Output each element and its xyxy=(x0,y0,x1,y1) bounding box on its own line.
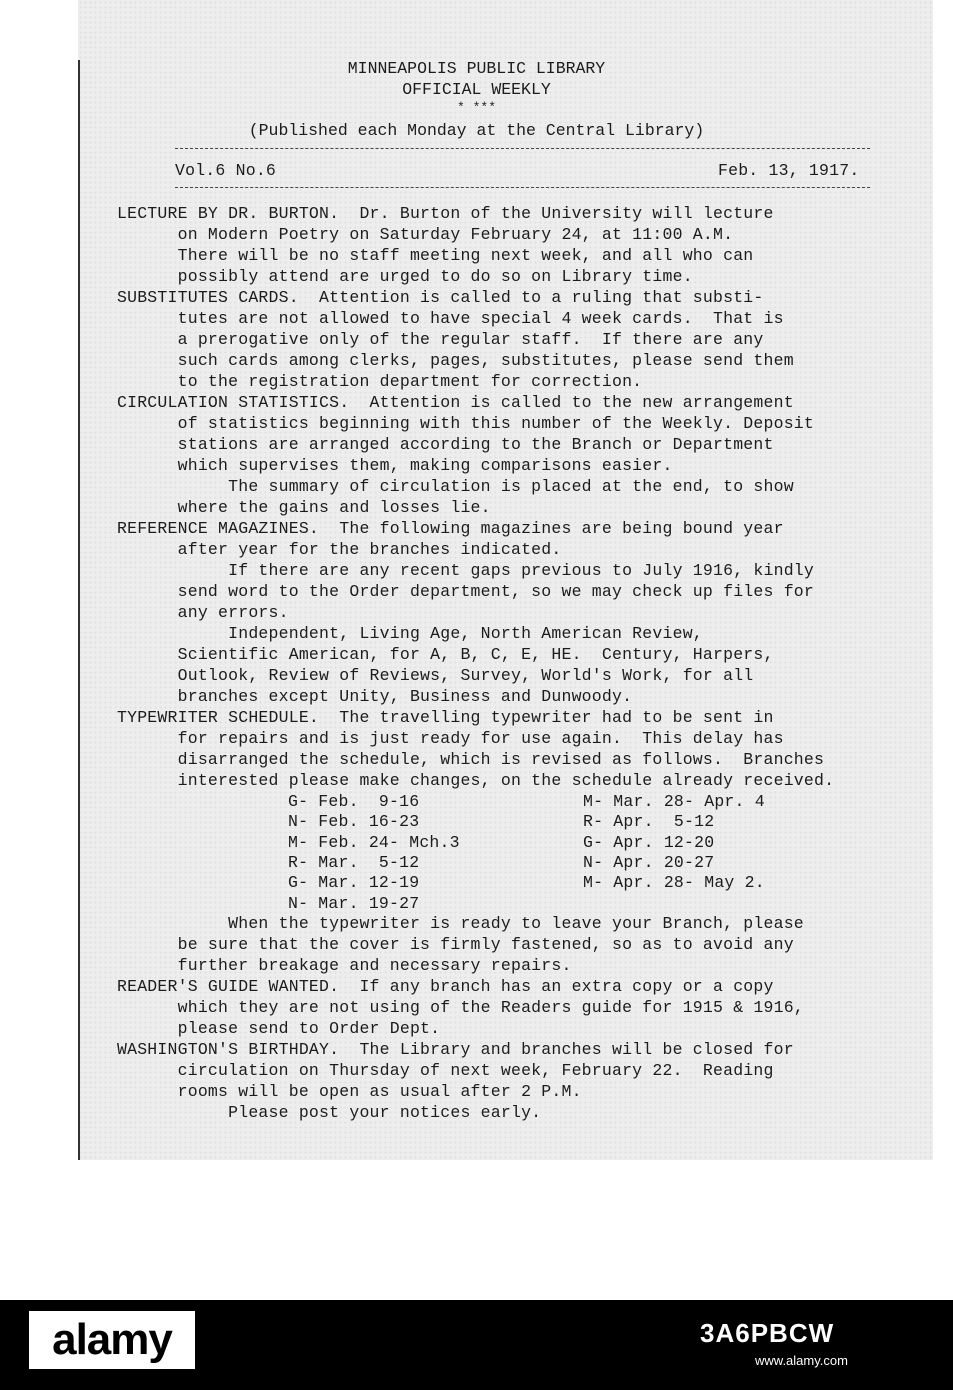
text-line: disarranged the schedule, which is revised as follows. Branches xyxy=(117,750,825,769)
text-line: rooms will be open as usual after 2 P.M. xyxy=(117,1082,582,1101)
text-line: after year for the branches indicated. xyxy=(117,540,562,559)
divider-bottom xyxy=(175,187,870,188)
text-line: a prerogative only of the regular staff. If there are any xyxy=(117,330,764,349)
text-line: If there are any recent gaps previous to July 1916, kindly xyxy=(117,561,815,580)
text-line: READER'S GUIDE WANTED. If any branch has an extra copy or a copy xyxy=(117,977,774,996)
text-line: branches except Unity, Business and Dunwoody. xyxy=(117,687,633,706)
text-line: Outlook, Review of Reviews, Survey, World's Work, for all xyxy=(117,666,754,685)
text-line: REFERENCE MAGAZINES. The following magazines are being bound year xyxy=(117,519,784,538)
text-line: any errors. xyxy=(117,603,289,622)
text-line: interested please make changes, on the schedule already received. xyxy=(117,771,835,790)
text-line: SUBSTITUTES CARDS. Attention is called to a ruling that substi- xyxy=(117,288,764,307)
text-line: for repairs and is just ready for use again. This delay has xyxy=(117,729,784,748)
text-line: circulation on Thursday of next week, February 22. Reading xyxy=(117,1061,774,1080)
stock-image-id: 3A6PBCW xyxy=(700,1318,835,1348)
schedule-entry: R- Apr. 5-12 xyxy=(583,812,715,832)
schedule-entry: G- Feb. 9-16 xyxy=(288,792,420,811)
text-line: Scientific American, for A, B, C, E, HE. Century, Harpers, xyxy=(117,645,774,664)
schedule-entry: G- Apr. 12-20 xyxy=(583,832,715,852)
text-line: where the gains and losses lie. xyxy=(117,498,491,517)
issue-date: Feb. 13, 1917. xyxy=(718,161,860,180)
schedule-entry: M- Apr. 28- May 2. xyxy=(583,873,765,893)
stock-site-url: www.alamy.com xyxy=(755,1353,848,1368)
library-name: MINNEAPOLIS PUBLIC LIBRARY xyxy=(347,59,606,78)
text-line: TYPEWRITER SCHEDULE. The travelling typewriter had to be sent in xyxy=(117,708,774,727)
text-line: tutes are not allowed to have special 4 week cards. That is xyxy=(117,309,784,328)
alamy-logo: alamy xyxy=(29,1311,195,1369)
publication-subtitle: (Published each Monday at the Central Library) xyxy=(248,121,705,140)
text-line: to the registration department for correction. xyxy=(117,372,643,391)
text-line: which supervises them, making comparisons easier. xyxy=(117,456,673,475)
schedule-entry: N- Mar. 19-27 xyxy=(288,893,420,913)
schedule-entry: M- Feb. 24- Mch.3 xyxy=(288,832,460,852)
text-line: possibly attend are urged to do so on Library time. xyxy=(117,267,693,286)
schedule-entry: N- Feb. 16-23 xyxy=(288,812,420,832)
text-line: please send to Order Dept. xyxy=(117,1019,441,1038)
text-line: be sure that the cover is firmly fastened, so as to avoid any xyxy=(117,935,794,954)
text-line: LECTURE BY DR. BURTON. Dr. Burton of the University will lecture xyxy=(117,204,774,223)
publication-title: OFFICIAL WEEKLY xyxy=(402,80,551,99)
issue-volume: Vol.6 No.6 xyxy=(175,161,277,180)
text-line: The summary of circulation is placed at the end, to show xyxy=(117,477,794,496)
schedule-entry: N- Apr. 20-27 xyxy=(583,852,715,872)
text-line: When the typewriter is ready to leave your Branch, please xyxy=(117,914,804,933)
text-line: such cards among clerks, pages, substitutes, please send them xyxy=(117,351,794,370)
schedule-entry: R- Mar. 5-12 xyxy=(288,852,420,872)
divider-top xyxy=(175,148,870,149)
schedule-entry: G- Mar. 12-19 xyxy=(288,873,420,893)
text-line: stations are arranged according to the Branch or Department xyxy=(117,435,774,454)
title-ornament: * *** xyxy=(456,100,496,115)
text-line: further breakage and necessary repairs. xyxy=(117,956,572,975)
schedule-entry: M- Mar. 28- Apr. 4 xyxy=(583,792,765,811)
text-line: CIRCULATION STATISTICS. Attention is called to the new arrangement xyxy=(117,393,794,412)
text-line: of statistics beginning with this number of the Weekly. Deposit xyxy=(117,414,815,433)
text-line: on Modern Poetry on Saturday February 24, at 11:00 A.M. xyxy=(117,225,734,244)
text-line: There will be no staff meeting next week, and all who can xyxy=(117,246,754,265)
text-line: which they are not using of the Readers guide for 1915 & 1916, xyxy=(117,998,804,1017)
text-line: Please post your notices early. xyxy=(117,1103,542,1122)
text-line: send word to the Order department, so we may check up files for xyxy=(117,582,815,601)
text-line: WASHINGTON'S BIRTHDAY. The Library and branches will be closed for xyxy=(117,1040,794,1059)
text-line: Independent, Living Age, North American Review, xyxy=(117,624,703,643)
page-edge-line xyxy=(78,60,80,1160)
